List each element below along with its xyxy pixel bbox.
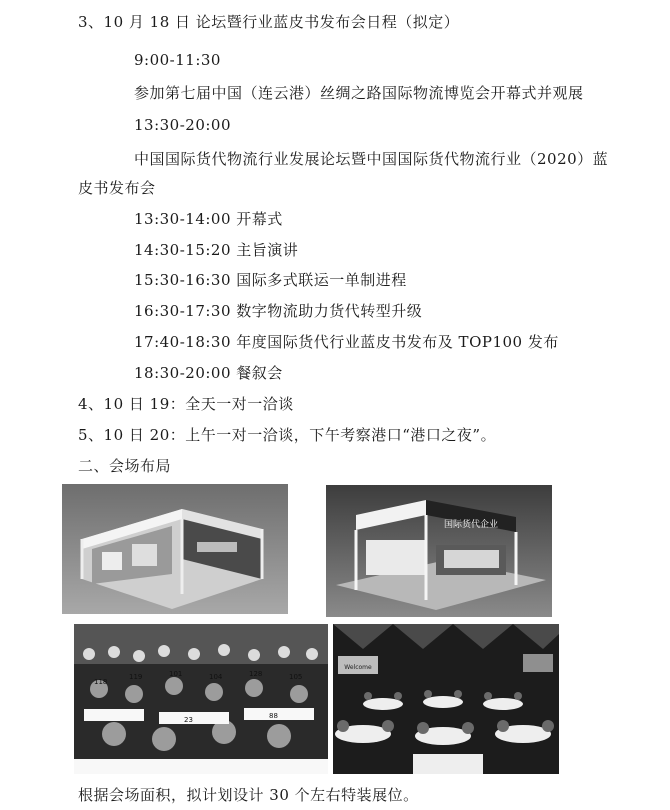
morning-event: 参加第七届中国（连云港）丝绸之路国际物流博览会开幕式并观展 bbox=[134, 84, 584, 102]
day-20-line: 5、10 日 20：上午一对一洽谈，下午考察港口“港口之夜”。 bbox=[78, 426, 497, 444]
schedule-item: 18:30-20:00 餐叙会 bbox=[134, 364, 283, 382]
booth-render-photo-left bbox=[62, 484, 288, 614]
schedule-item: 17:40-18:30 年度国际货代行业蓝皮书发布及 TOP100 发布 bbox=[134, 333, 559, 351]
table-number: 128 bbox=[249, 670, 263, 678]
forum-line-2: 皮书发布会 bbox=[78, 179, 156, 197]
schedule-item: 16:30-17:30 数字物流助力货代转型升级 bbox=[134, 302, 423, 320]
booth-render-photo-right bbox=[326, 485, 552, 617]
forum-line-1: 中国国际货代物流行业发展论坛暨中国国际货代物流行业（2020）蓝 bbox=[134, 150, 609, 168]
morning-time: 9:00-11:30 bbox=[134, 51, 221, 69]
schedule-item: 13:30-14:00 开幕式 bbox=[134, 210, 283, 228]
table-number: 105 bbox=[289, 673, 303, 681]
table-number: 88 bbox=[269, 712, 278, 720]
screen-text: Welcome bbox=[344, 664, 372, 671]
afternoon-time: 13:30-20:00 bbox=[134, 116, 232, 134]
day-19-line: 4、10 日 19：全天一对一洽谈 bbox=[78, 395, 294, 413]
booth-sign-text: 国际货代企业 bbox=[443, 520, 499, 530]
table-number: 101 bbox=[169, 670, 183, 678]
table-number: 118 bbox=[94, 678, 108, 686]
table-number: 119 bbox=[129, 673, 143, 681]
meeting-hall-crowd-photo bbox=[74, 624, 328, 774]
schedule-item: 14:30-15:20 主旨演讲 bbox=[134, 241, 299, 259]
schedule-heading: 3、10 月 18 日 论坛暨行业蓝皮书发布会日程（拟定） bbox=[78, 13, 460, 31]
table-number: 104 bbox=[209, 673, 223, 681]
table-number: 23 bbox=[184, 716, 193, 724]
banquet-hall-photo bbox=[333, 624, 559, 774]
venue-footer-text: 根据会场面积，拟计划设计 30 个左右特装展位。 bbox=[78, 786, 419, 804]
venue-heading: 二、会场布局 bbox=[78, 457, 172, 475]
schedule-item: 15:30-16:30 国际多式联运一单制进程 bbox=[134, 271, 407, 289]
